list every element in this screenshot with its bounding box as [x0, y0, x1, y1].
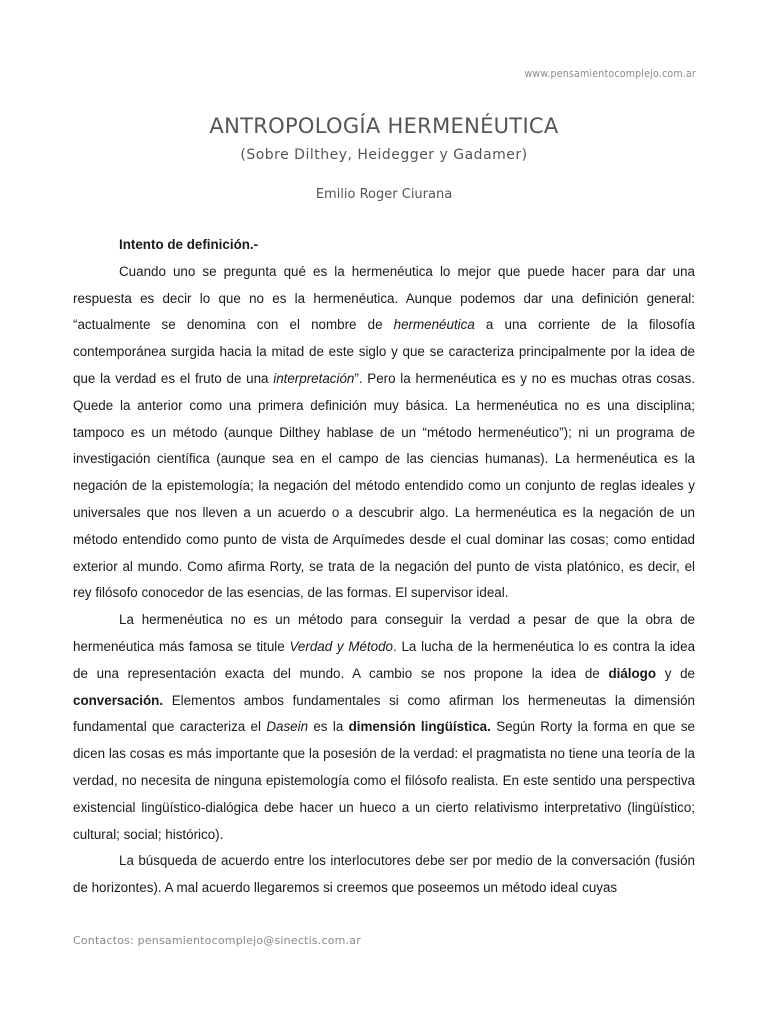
- site-url: www.pensamientocomplejo.com.ar: [524, 68, 696, 80]
- paragraph-3: [73, 848, 695, 902]
- paragraph-2-bold-3: dimensión lingüística.: [348, 719, 491, 735]
- document-author: Emilio Roger Ciurana: [315, 187, 453, 202]
- paragraph-2-italic-1: Verdad y Método: [289, 638, 394, 654]
- paragraph-1: [73, 259, 695, 607]
- document-subtitle: (Sobre Dilthey, Heidegger y Gadamer): [240, 147, 528, 163]
- paragraph-2-text-6: Según Rorty la forma en que se dicen las cosas es más importante que la posesión de la verdad: el pragmatista no tiene una teoría de la verdad, no necesita de ninguna epistemología como el filósofo realista. En este sentido una perspectiva existencial lingüístico-dialógica debe hacer un hueco a un cierto relativismo interpretativo (lingüístico; cultural; social; histórico).: [73, 719, 695, 842]
- document-body: [73, 232, 695, 902]
- paragraph-2-text-1: La hermenéutica no es un método para conseguir la verdad a pesar de que la obra de hermenéutica más famosa se titule: [73, 612, 695, 654]
- paragraph-2-text-4: Elementos ambos fundamentales si como afirman los hermeneutas la dimensión fundamental que caracteriza el: [73, 692, 695, 735]
- paragraph-1-text-1: Cuando uno se pregunta qué es la hermenéutica lo mejor que puede hacer para dar una respuesta es decir lo que no es la hermenéutica. Aunque podemos dar una definición general: “actualmente se denomina con el nombre de: [73, 263, 695, 333]
- paragraph-1-text-3: ”. Pero la hermenéutica es y no es muchas otras cosas. Quede la anterior como una primera definición muy básica. La hermenéutica no es una disciplina; tampoco es un método (aunque Dilthey hablase de un “método hermenéutico”); ni un programa de investigación científica (aunque sea en el campo de las ciencias humanas). La hermenéutica es la negación de la epistemología; la negación del método entendido como un conjunto de reglas ideales y universales que nos lleven a un acuerdo o a descubrir algo. La hermenéutica es la negación de un método entendido como punto de vista de Arquímedes desde el cual dominar las cosas; como entidad exterior al mundo. Como afirma Rorty, se trata de la negación del punto de vista platónico, es decir, el rey filósofo conocedor de las esencias, de las formas. El supervisor ideal.: [73, 370, 695, 601]
- paragraph-1-italic-2: interpretación: [273, 370, 355, 386]
- footer-contact: Contactos: pensamientocomplejo@sinectis.com.ar: [73, 934, 361, 947]
- paragraph-1-text-2: a una corriente de la filosofía contemporánea surgida hacia la mitad de este siglo y que se caracteriza principalmente por la idea de que la verdad es el fruto de una: [73, 317, 695, 386]
- paragraph-2-bold-1: diálogo: [608, 665, 657, 681]
- paragraph-2-bold-2: conversación.: [73, 692, 164, 708]
- section-heading: Intento de definición.-: [119, 237, 259, 252]
- paragraph-2-italic-2: Dasein: [266, 719, 309, 735]
- paragraph-2-text-5: es la: [308, 719, 349, 735]
- paragraph-2: [73, 607, 695, 848]
- paragraph-1-italic-1: hermenéutica: [393, 317, 475, 333]
- paragraph-2-text-2: . La lucha de la hermenéutica lo es contra la idea de una representación exacta del mundo. A cambio se nos propone la idea de: [73, 638, 696, 681]
- paragraph-3-text-1: La búsqueda de acuerdo entre los interlocutores debe ser por medio de la conversación (fusión de horizontes). A mal acuerdo llegaremos si creemos que poseemos un método ideal cuyas: [73, 853, 695, 896]
- document-title: ANTROPOLOGÍA HERMENÉUTICA: [209, 114, 559, 138]
- paragraph-2-text-3: y de: [656, 665, 695, 681]
